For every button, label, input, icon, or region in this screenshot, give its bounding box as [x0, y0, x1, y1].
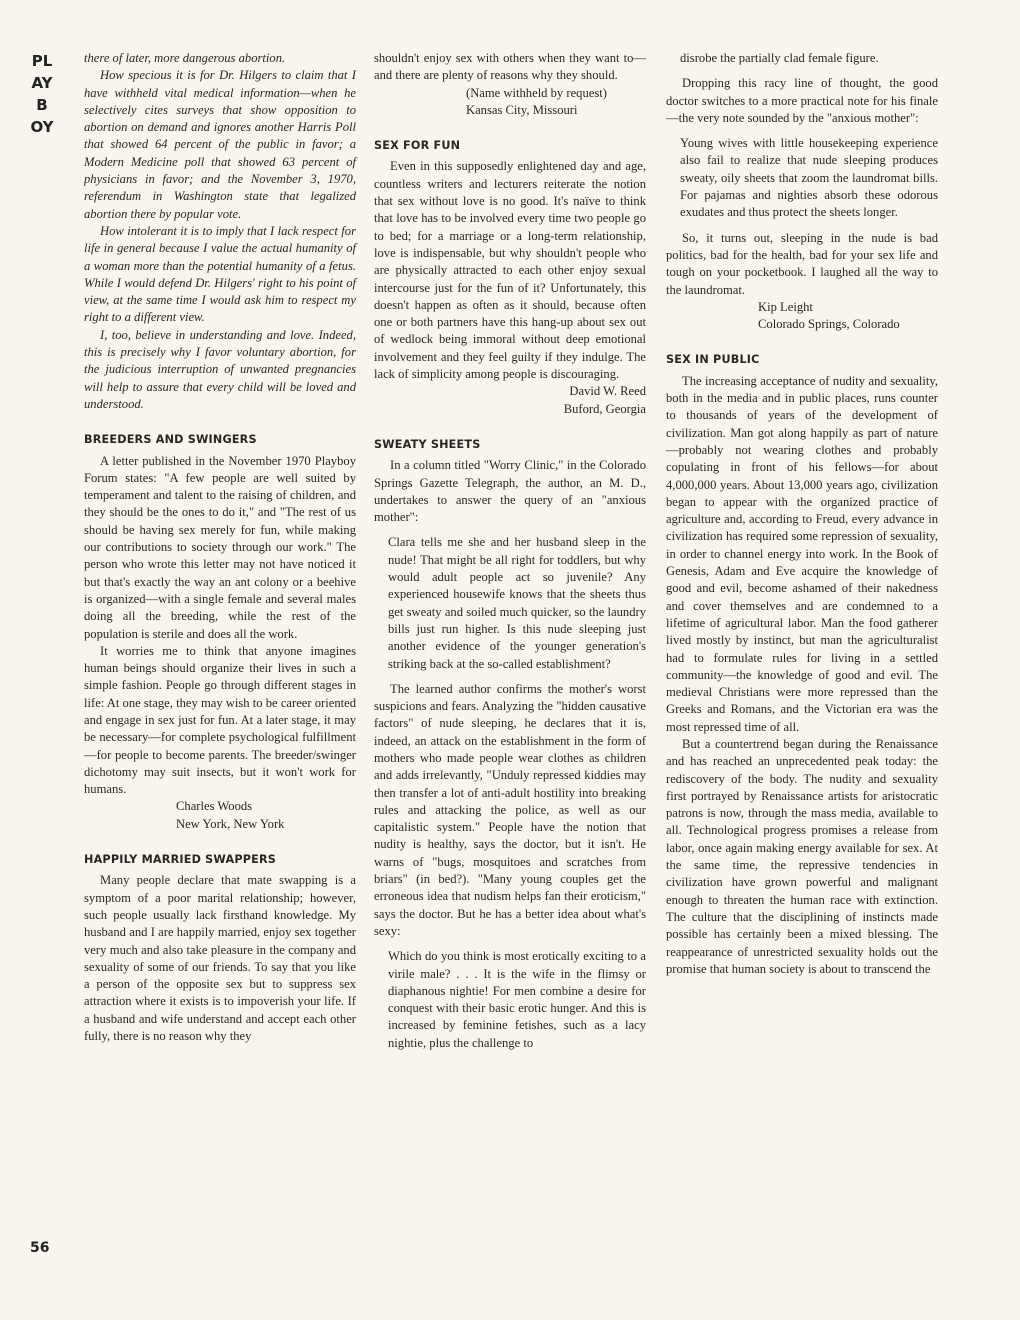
block-quote: [680, 135, 938, 221]
signature: [84, 798, 356, 833]
column-1: [84, 50, 356, 1045]
section-heading: HAPPILY MARRIED SWAPPERS: [84, 853, 277, 867]
paragraph: I, too, believe in understanding and love. Indeed, this is precisely why I favor voluntary abortion, for the judicious interruption of unwanted pregnancies will help to assure that every child will be loved and understood.: [84, 327, 356, 411]
signature-name: (Name withheld by request): [466, 85, 607, 100]
page-number: 56: [30, 1240, 50, 1256]
signature-place: Colorado Springs, Colorado: [758, 317, 900, 332]
section-heading: SEX IN PUBLIC: [666, 353, 760, 367]
signature-name: David W. Reed: [569, 384, 646, 399]
paragraph: there of later, more dangerous abortion.: [84, 51, 286, 65]
signature-name: Charles Woods: [176, 799, 253, 814]
signature: [374, 383, 646, 418]
paragraph: It worries me to think that anyone imagines human beings should organize their lives in such a simple fashion. People go through different stages in life: At one stage, they may wish to be career oriented and engage in sex just for fun. At a later stage, it may be necessary—for complete psychological fulfillment—for people to become parents. The breeder/swinger dichotomy may suit insects, but it won't work for humans.: [84, 643, 356, 797]
quote-paragraph: Young wives with little housekeeping experience also fail to realize that nude sleeping produces sweaty, oily sheets that zoom the laundromat bills. For pajamas and nighties absorb these odorous exudates and thus protect the sheets longer.: [680, 136, 938, 220]
column-3: [666, 50, 938, 978]
quote-paragraph: Which do you think is most erotically exciting to a virile male? . . . It is the wife in the flimsy or diaphanous nightie! For men combine a desire for conquest with their basic erotic hunger. And this is increased by feminine fetishes, such as a lacy nightie, plus the challenge to: [388, 949, 646, 1050]
section-heading: BREEDERS AND SWINGERS: [84, 433, 257, 447]
signature-place: Kansas City, Missouri: [466, 102, 578, 117]
signature: [374, 85, 646, 120]
signature-place: Buford, Georgia: [563, 401, 646, 416]
paragraph: Many people declare that mate swapping is a symptom of a poor marital relationship; however, such people usually lack firsthand knowledge. My husband and I are happily married, enjoy sex together very much and also take pleasure in the company and sexuality of some of our friends. To say that you like a person of the opposite sex but to suppress sex attraction where it exists is to impoverish your life. If a husband and wife understand and accept each other fully, there is no reason why they: [84, 873, 356, 1044]
letter-continuation: [84, 50, 356, 413]
quote-paragraph: Clara tells me she and her husband sleep in the nude! That might be all right for toddlers, but why would adult people act so juvenile? Any experienced housewife knows that the sheets thus get sweaty and soiled much quicker, so the laundry bills just run higher. Is this nude sleeping just another evidence of the younger generation's striking back at the so-called establishment?: [388, 535, 646, 671]
paragraph: But a countertrend began during the Renaissance and has reached an unprecedented peak today: the rediscovery of the body. The nudity and sexuality first portrayed by Renaissance artists for aristocratic patrons is now, through the mass media, available to all. Technological progress promises a release from labor, once again making energy available for sex. At the same time, the repressive tendencies in civilization have grown powerful and malignant enough to threaten the human race with extinction. The culture that the disciplining of instincts made possible has certainly been a mixed blessing. The reappearance of unrestricted sexuality holds out the promise that human society is about to transcend the: [666, 736, 938, 976]
paragraph: How specious it is for Dr. Hilgers to claim that I have withheld vital medical information—when he selectively cites surveys that show opposition to abortion on demand and ignores another Harris Poll that showed 64 percent of the public in favor; a Modern Medicine poll that showed 63 percent of physicians in favor; and the November 3, 1970, referendum in Washington state that legalized abortion there by popular vote.: [84, 68, 356, 221]
block-quote: [388, 534, 646, 672]
paragraph: In a column titled "Worry Clinic," in the Colorado Springs Gazette Telegraph, the author, an M. D., undertakes to answer the query of an "anxious mother":: [374, 458, 646, 525]
paragraph: The learned author confirms the mother's worst suspicions and fears. Analyzing the "hidden causative factors" of nude sleeping, he declares that it is, indeed, an attack on the establishment in the form of mothers who made people wear clothes as children and adds irrelevantly, "Unduly repressed kiddies may then transfer a lot of anti-adult hostility into breaking rules and attacking the police, as well as our capitalistic system." People have the notion that nudity is healthy, says the doctor, but it isn't. He warns of "bugs, mosquitoes and scratches from briars" (in bed?). "Many young couples get the erroneous idea that nudism helps fan their eroticism," says the doctor. But he has a better idea about what's sexy:: [374, 681, 646, 938]
quote-paragraph: disrobe the partially clad female figure.: [680, 51, 879, 65]
paragraph: How intolerant it is to imply that I lack respect for life in general because I value the actual humanity of a woman more than the potential humanity of a fetus. While I would defend Dr. Hilgers' right to his point of view, at the same time I would ask him to respect my right to a different view.: [84, 223, 356, 325]
section-heading: SWEATY SHEETS: [374, 437, 481, 451]
paragraph: shouldn't enjoy sex with others when they want to—and there are plenty of reasons why they should.: [374, 51, 646, 83]
paragraph: Dropping this racy line of thought, the good doctor switches to a more practical note for his finale—the very note sounded by the "anxious mother":: [666, 76, 938, 125]
signature-name: Kip Leight: [758, 299, 813, 314]
block-quote: [388, 948, 646, 1052]
section-heading: SEX FOR FUN: [374, 139, 461, 153]
paragraph: The increasing acceptance of nudity and sexuality, both in the media and in public places, runs counter to thousands of years of the development of civilization. Man got along happily as part of nature—probably not wearing clothes and probably copulating in front of his fellows—for about 4,000,000 years. About 13,000 years ago, civilization began to appear with the organized practice of agriculture and, according to Freud, every advance in civilization has required some repression of sexuality, in order to channel energy into work. In the Book of Genesis, Adam and Eve acquire the knowledge of good and evil, become ashamed of their nakedness and cover themselves and are condemned to a lifetime of agricultural labor. Man the food gatherer lived mostly by instinct, but man the agriculturalist had to formulate rules for living in a settled community—the knowledge of good and evil. The medieval Christians were more repressed than the Greeks and Romans, and the Victorian era was the most repressed time of all.: [666, 373, 938, 734]
paragraph: A letter published in the November 1970 Playboy Forum states: "A few people are well suited by temperament and talent to the raising of children, and they should be the ones to do it," and "The rest of us should be having sex merely for fun, while making our contributions to society through our work." The person who wrote this letter may not have noticed it but that's exactly the way an ant colony or a beehive is organized—with a single female and several males doing all the breeding, while the rest of the population is sterile and does all the work.: [84, 453, 356, 641]
block-quote: [680, 50, 938, 67]
magazine-side-label: PLAYBOY: [30, 52, 54, 136]
signature: [666, 299, 938, 334]
paragraph: Even in this supposedly enlightened day and age, countless writers and lecturers reiterate the notion that sex without love is no good. It's naïve to think that love has to be involved every time two people go to bed; for a marriage or a long-term relationship, love is indispensable, but why shouldn't people who are physically attracted to each other enjoy sexual intercourse just for the fun of it? Unfortunately, this doesn't happen as often as it should, because often one or both partners have this hang-up about sex out of wedlock being immoral without deep emotional involvement and they feel guilty if they indulge. The lack of simplicity among people is discouraging.: [374, 159, 646, 382]
column-2: [374, 50, 646, 1060]
signature-place: New York, New York: [176, 816, 285, 831]
paragraph: So, it turns out, sleeping in the nude is bad politics, bad for the health, bad for your sex life and tough on your pocketbook. I laughed all the way to the laundromat.: [666, 230, 938, 297]
